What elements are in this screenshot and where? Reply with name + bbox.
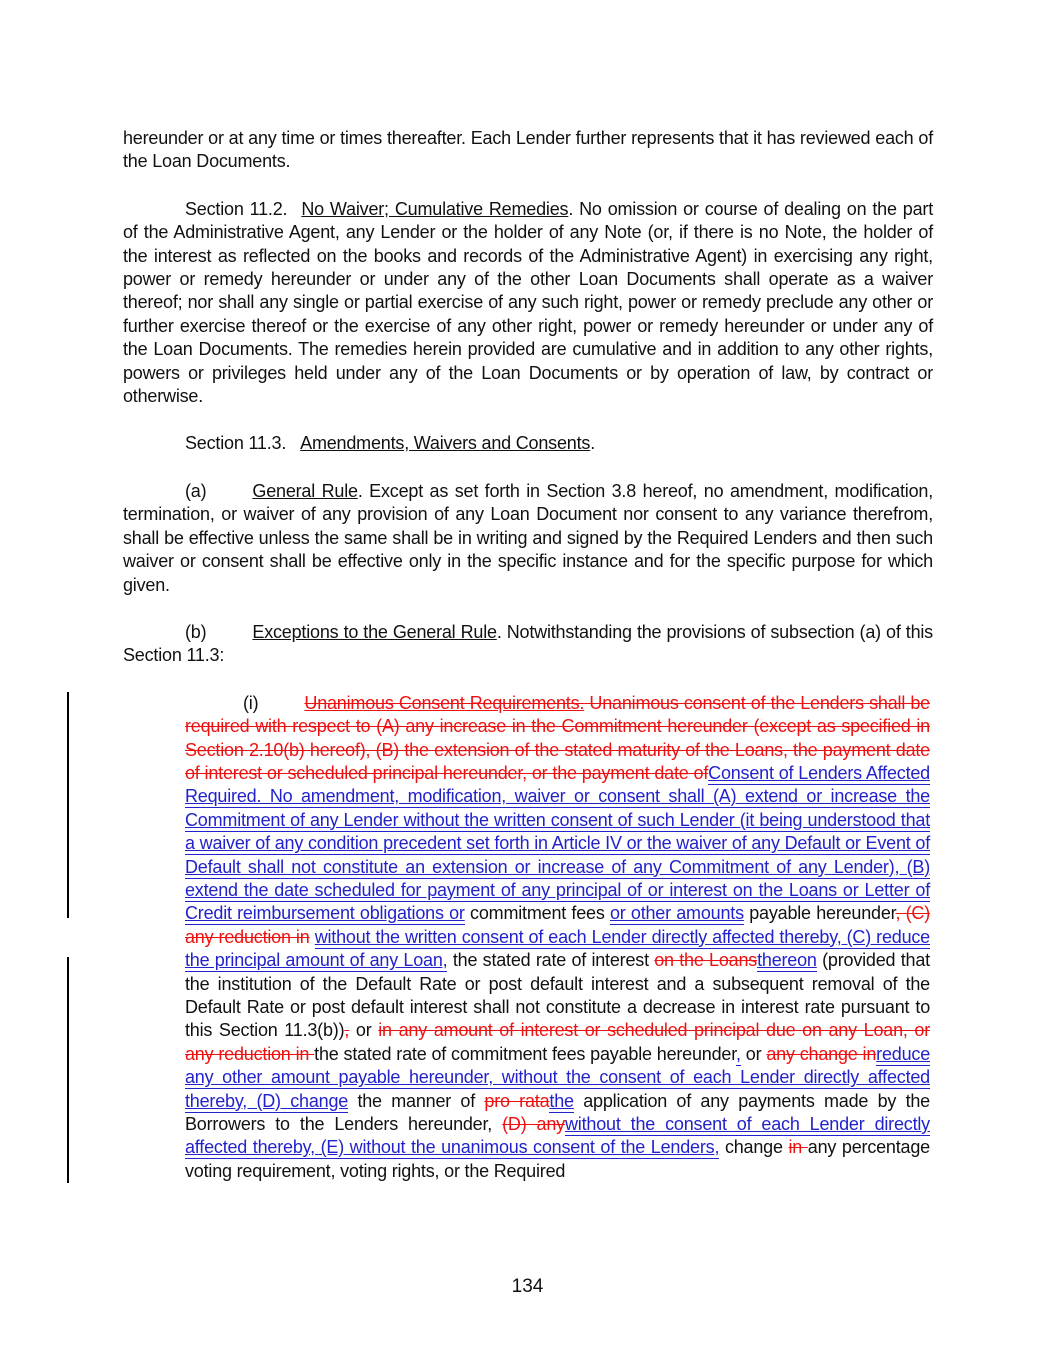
body-text: . Except as set forth in Section 3.8 hereof, no amendment, modification, termination, or waiver of any provision of any Loan Document nor consent to any variance therefrom, shall be effective unless the same shall be in writing and signed by the Required Lenders and then such waiver or consent shall be effective only in the specific instance and for the specific purpose for which given. [123, 480, 933, 595]
deleted-text: Unanimous consent of the Lenders shall be required with respect to (A) any increase in the Commitment hereunder (except as specified in Section 2.10(b) hereof), (B) the extension of the stated maturity of the Loans, the payment date of interest or scheduled principal hereunder, or the payment date of [185, 692, 930, 783]
unchanged-text: payable hereunder [743, 903, 896, 924]
deleted-text: any change in [766, 1043, 877, 1064]
body-text: . No omission or course of dealing on the part of the Administrative Agent, any Lender or the holder of any Note (or, if there is no Note, the holder of the interest as reflected on the books and records of the Administrative Agent) in exercising any right, power or remedy hereunder or under any of the other Loan Documents shall operate as a waiver thereof; nor shall any single or partial exercise of any such right, power or remedy preclude any other or further exercise thereof or the exercise of any other right, power or remedy hereunder or under any of the Loan Documents. The remedies herein provided are cumulative and in addition to any other rights, powers or privileges held under any of the Loan Documents or by operation of law, by contract or otherwise. [123, 198, 933, 407]
body-text: . Notwithstanding the provisions of subsection (a) of this Section 11.3: [123, 621, 933, 666]
deleted-text: in any amount of interest or scheduled principal due on any Loan, or any reduction in [185, 1020, 931, 1064]
inserted-text: Consent of Lenders Affected Required. No amendment, modification, waiver or consent shall (A) extend or increase the Commitment of any Lender without the written consent of such Lender (it being understood that a waiver of any condition precedent set forth in Article IV or the waiver of any Default or Event of Default shall not constitute an extension or increase of any Commitment of any Lender), (B) extend the date scheduled for payment of any principal of or interest on the Loans or Letter of Credit reimbursement obligations or [185, 762, 930, 924]
unchanged-text: any percentage voting requirement, voting rights, or the Required [185, 1137, 930, 1181]
section-number: Section 11.2. [185, 198, 288, 219]
inserted-text: , [736, 1043, 741, 1064]
page-number: 134 [511, 1276, 544, 1297]
unchanged-text: application of any payments made by the Borrowers to the Lenders hereunder, [185, 1090, 930, 1135]
change-bar [67, 957, 69, 1183]
paragraph-clause-b [123, 621, 933, 668]
change-bar [67, 692, 69, 918]
document-body [123, 127, 933, 1207]
unchanged-text: or [740, 1043, 767, 1064]
deleted-text: pro rata [484, 1090, 550, 1111]
unchanged-text: the stated rate of interest [447, 950, 655, 971]
inserted-text: without the written consent of each Lender directly affected thereby, (C) reduce the principal amount of any Loan, [185, 926, 930, 971]
paragraph-section-11-2 [123, 198, 933, 409]
deleted-text: , [344, 1020, 350, 1041]
body-text: hereunder or at any time or times thereafter. Each Lender further represents that it has reviewed each of the Loan Documents. [123, 128, 933, 172]
deleted-heading: Unanimous Consent Requirements. [304, 692, 585, 713]
inserted-text: or other amounts [609, 903, 744, 924]
deleted-text: on the Loans [654, 950, 758, 971]
deleted-text: , (C) any reduction in [185, 903, 931, 947]
inserted-text: without the consent of each Lender directly affected thereby, (E) without the unanimous consent of the Lenders, [185, 1114, 930, 1158]
body-text: . [590, 433, 596, 454]
unchanged-text [310, 927, 315, 947]
clause-label: (i) [243, 692, 259, 713]
paragraph-clause-i-redline [185, 692, 930, 1184]
unchanged-text: the stated rate of commitment fees payable hereunder [314, 1043, 737, 1064]
unchanged-text: or [349, 1020, 379, 1041]
unchanged-text: (provided that the institution of the Default Rate or post default interest and a subsequent removal of the Default Rate or post default interest shall not constitute a decrease in interest rate pursuant to this Section 11.3(b)) [185, 950, 930, 1041]
unchanged-text: the manner of [348, 1090, 485, 1111]
section-heading: Amendments, Waivers and Consents [300, 433, 591, 454]
section-heading: No Waiver; Cumulative Remedies [301, 198, 569, 219]
inserted-text: reduce any other amount payable hereunder, without the consent of each Lender directly affected thereby, (D) change [185, 1043, 931, 1111]
section-number: Section 11.3. [185, 433, 287, 454]
clause-label: (b) [185, 621, 207, 642]
clause-label: (a) [185, 480, 207, 501]
paragraph-section-11-3 [123, 432, 933, 455]
paragraph-continuation [123, 127, 933, 174]
deleted-text: in [788, 1137, 808, 1158]
redline-text [185, 693, 930, 1181]
clause-heading: General Rule [252, 480, 358, 501]
paragraph-clause-a [123, 480, 933, 597]
inserted-text: thereon [757, 950, 817, 971]
inserted-text: the [549, 1090, 574, 1111]
unchanged-text: commitment fees [464, 903, 610, 924]
deleted-text: (D) any [502, 1114, 565, 1135]
clause-heading: Exceptions to the General Rule [252, 621, 497, 642]
unchanged-text: change [719, 1137, 789, 1158]
